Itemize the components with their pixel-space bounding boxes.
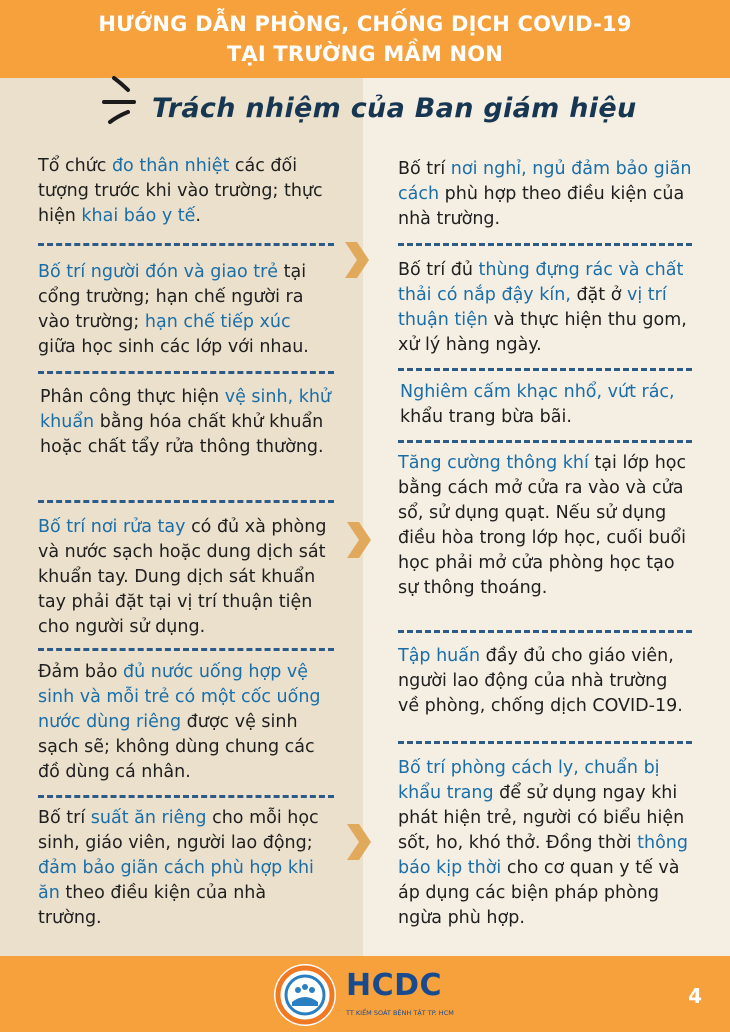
body-text: cho mỗi học sinh, giáo viên, người lao động;: [38, 808, 319, 853]
body-text: cho cơ quan y tế và áp dụng các biện pháp phòng ngừa phù hợp.: [398, 858, 680, 928]
body-text: Đảm bảo: [38, 662, 123, 682]
highlight-text: khai báo y tế: [81, 206, 196, 226]
highlight-text: suất ăn riêng: [90, 808, 207, 828]
logo-brand-text: HCDC: [346, 968, 443, 1003]
body-text: các đối tượng trước khi vào trường; thực hiện: [38, 156, 323, 226]
highlight-text: Bố trí người đón và giao trẻ: [38, 262, 279, 282]
hcdc-emblem-icon: [272, 962, 342, 1028]
body-text: Bố trí đủ: [398, 260, 479, 280]
divider: [38, 648, 334, 651]
body-text: theo điều kiện của nhà trường.: [38, 883, 267, 928]
left-item-1: [38, 154, 334, 229]
body-text: đầy đủ cho giáo viên, người lao động của nhà trường về phòng, chống dịch COVID-19.: [398, 646, 683, 716]
right-item-4: [398, 451, 692, 601]
highlight-text: vệ sinh, khử khuẩn: [40, 387, 332, 432]
header-title-line2: TẠI TRƯỜNG MẦM NON: [226, 42, 504, 66]
left-item-6: [38, 806, 332, 931]
divider: [38, 500, 334, 503]
body-text: phù hợp theo điều kiện của nhà trường.: [398, 184, 685, 229]
right-item-6: [398, 756, 692, 931]
highlight-text: đủ nước uống hợp vệ sinh và mỗi trẻ có một cốc uống nước dùng riêng: [38, 662, 321, 732]
highlight-text: nơi nghỉ, ngủ đảm bảo giãn cách: [398, 159, 692, 204]
right-item-3: [400, 380, 694, 430]
chevron-right-icon: [345, 822, 373, 862]
body-text: để sử dụng ngay khi phát hiện trẻ, người có biểu hiện sốt, ho, khó thở. Đồng thời: [398, 783, 685, 853]
divider: [398, 440, 692, 443]
divider: [38, 795, 334, 798]
divider: [398, 630, 692, 633]
right-item-2: [398, 258, 692, 358]
divider: [398, 243, 692, 246]
highlight-text: Bố trí nơi rửa tay: [38, 517, 186, 537]
body-text: tại cổng trường; hạn chế người ra vào trường;: [38, 262, 307, 332]
body-text: Tổ chức: [38, 156, 112, 176]
divider: [398, 368, 692, 371]
body-text: Phân công thực hiện: [40, 387, 225, 407]
left-item-4: [38, 515, 332, 640]
highlight-text: thùng đựng rác và chất thải có nắp đậy kín,: [398, 260, 684, 305]
body-text: .: [195, 206, 201, 226]
left-item-3: [40, 385, 334, 460]
highlight-text: Nghiêm cấm khạc nhổ, vứt rác,: [400, 382, 675, 402]
body-text: có đủ xà phòng và nước sạch hoặc dung dịch sát khuẩn tay. Dung dịch sát khuẩn tay phải đặt tại vị trí thuận tiện cho người sử dụng.: [38, 517, 327, 637]
body-text: khẩu trang bừa bãi.: [400, 407, 572, 427]
body-text: đặt ở: [570, 285, 627, 305]
divider: [398, 741, 692, 744]
page-number: 4: [688, 984, 702, 1008]
divider: [38, 243, 334, 246]
body-text: bằng hóa chất khử khuẩn hoặc chất tẩy rửa thông thường.: [40, 412, 324, 457]
right-item-5: [398, 644, 692, 719]
body-text: được vệ sinh sạch sẽ; không dùng chung các đồ dùng cá nhân.: [38, 712, 315, 782]
highlight-text: hạn chế tiếp xúc: [144, 312, 291, 332]
body-text: Bố trí: [398, 159, 451, 179]
right-item-1: [398, 157, 692, 232]
highlight-text: thông báo kịp thời: [398, 833, 688, 878]
body-text: Bố trí: [38, 808, 91, 828]
highlight-text: Tập huấn: [398, 646, 481, 666]
section-title: Trách nhiệm của Ban giám hiệu: [152, 93, 637, 124]
left-item-2: [38, 260, 332, 360]
body-text: tại lớp học bằng cách mở cửa ra vào và cửa sổ, sử dụng quạt. Nếu sử dụng điều hòa trong lớp học, cuối buổi học phải mở cửa phòng học tạo sự thông thoáng.: [398, 453, 687, 598]
left-item-5: [38, 660, 332, 785]
burst-lines-icon: [100, 70, 150, 130]
body-text: và thực hiện thu gom, xử lý hàng ngày.: [398, 310, 687, 355]
divider: [38, 371, 334, 374]
highlight-text: đảm bảo giãn cách phù hợp khi ăn: [38, 858, 314, 903]
highlight-text: đo thân nhiệt: [111, 156, 230, 176]
highlight-text: vị trí thuận tiện: [398, 285, 667, 330]
highlight-text: Tăng cường thông khí: [398, 453, 589, 473]
highlight-text: Bố trí phòng cách ly, chuẩn bị khẩu trang: [398, 758, 660, 803]
page-header: [0, 0, 730, 78]
hcdc-logo: [272, 962, 462, 1028]
chevron-right-icon: [343, 240, 371, 280]
header-title-line1: HƯỚNG DẪN PHÒNG, CHỐNG DỊCH COVID-19: [98, 12, 632, 36]
body-text: giữa học sinh các lớp với nhau.: [38, 337, 309, 357]
chevron-right-icon: [345, 520, 373, 560]
logo-subtitle: TT KIỂM SOÁT BỆNH TẬT TP. HCM: [346, 1009, 454, 1017]
